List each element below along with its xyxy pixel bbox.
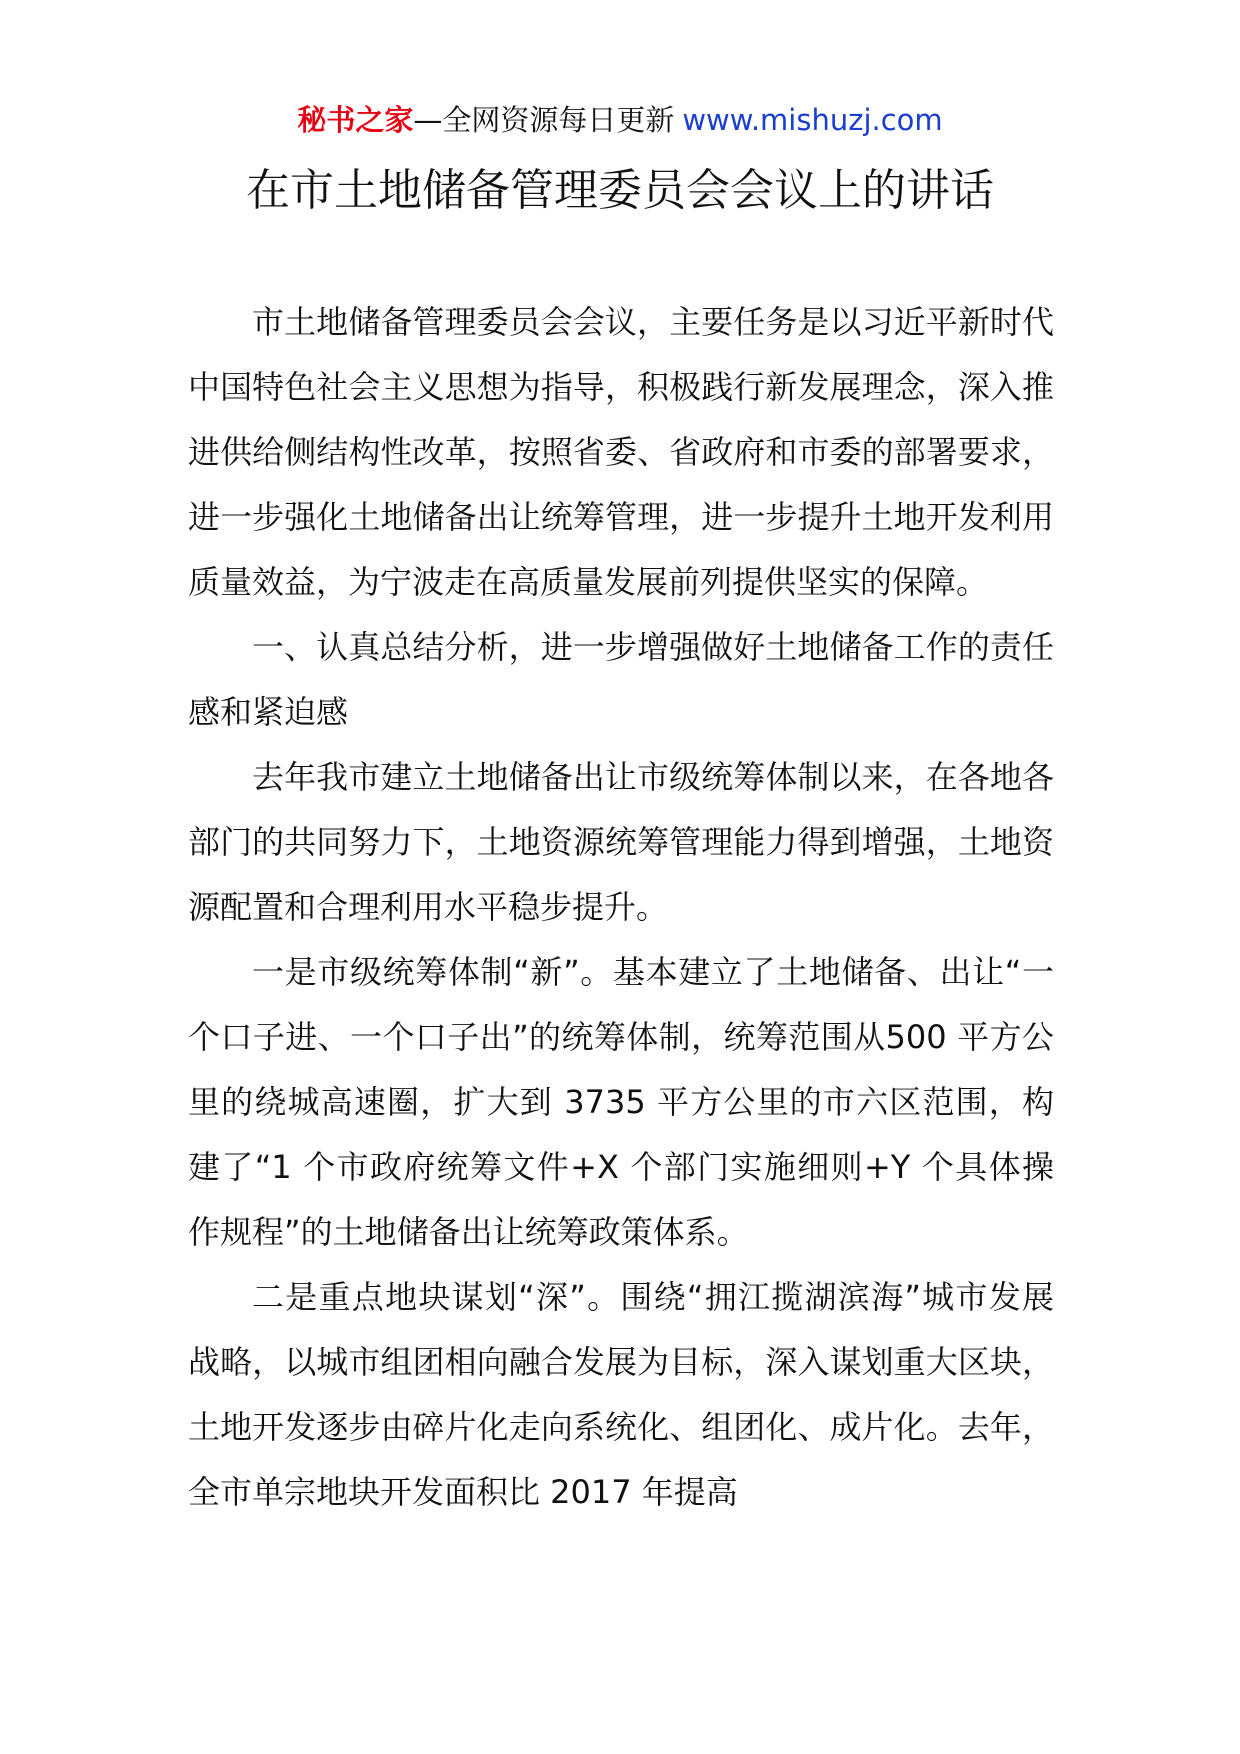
paragraph-overview: 去年我市建立土地储备出让市级统筹体制以来，在各地各部门的共同努力下，土地资源统筹管理能力得到增强，土地资源配置和合理利用水平稳步提升。 [188,758,1054,926]
site-header [0,100,1240,140]
brand-name: 秘书之家 [297,103,414,137]
paragraph-point-1: 一是市级统筹体制“新”。基本建立了土地储备、出让“一个口子进、一个口子出”的统筹体制，统筹范围从500 平方公里的绕城高速圈，扩大到 3735 平方公里的市六区范围，构建了“1 个市政府统筹文件+X 个部门实施细则+Y 个具体操作规程”的土地储备出让统筹政策体系。 [188,953,1054,1251]
section-heading-1: 一、认真总结分析，进一步增强做好土地储备工作的责任感和紧迫感 [188,628,1054,731]
paragraph-point-2: 二是重点地块谋划“深”。围绕“拥江揽湖滨海”城市发展战略，以城市组团相向融合发展为目标，深入谋划重大区块，土地开发逐步由碎片化走向系统化、组团化、成片化。去年，全市单宗地块开发面积比 2017 年提高 [188,1278,1054,1511]
document-title: 在市土地储备管理委员会会议上的讲话 [246,165,994,216]
document-body [188,290,1054,1525]
site-url[interactable]: www.mishuzj.com [682,103,943,137]
paragraph-intro: 市土地储备管理委员会会议，主要任务是以习近平新时代中国特色社会主义思想为指导，积极践行新发展理念，深入推进供给侧结构性改革，按照省委、省政府和市委的部署要求，进一步强化土地储备出让统筹管理，进一步提升土地开发利用质量效益，为宁波走在高质量发展前列提供坚实的保障。 [188,303,1054,601]
site-tagline: —全网资源每日更新 [413,103,675,137]
